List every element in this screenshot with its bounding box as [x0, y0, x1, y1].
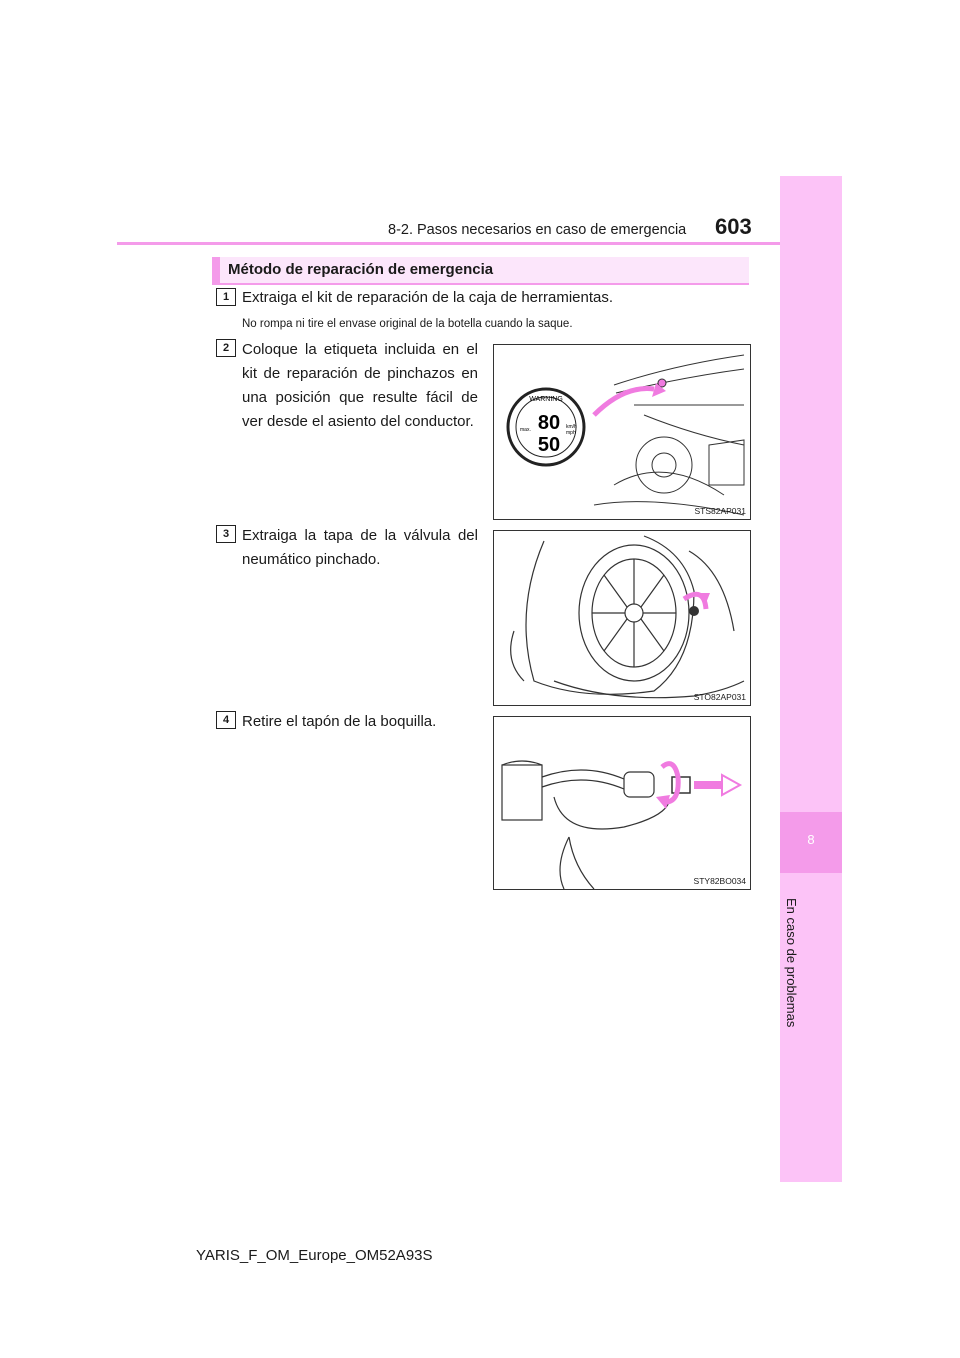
- nozzle-cap-icon: [656, 764, 740, 809]
- valve-cap-icon: [684, 593, 710, 616]
- chapter-sidebar: [780, 176, 842, 1182]
- step-2-number: 2: [216, 339, 236, 357]
- banner-accent-bar: [212, 257, 220, 285]
- dashboard-illustration: [494, 345, 750, 519]
- figure-code-4: STY82BO034: [693, 876, 746, 886]
- nozzle-illustration: [494, 717, 750, 889]
- banner-title: Método de reparación de emergencia: [228, 261, 494, 278]
- label-unit-bottom: mph: [566, 430, 576, 436]
- step-1-text: Extraiga el kit de reparación de la caja de herramientas.: [242, 289, 614, 306]
- label-speed-top: 80: [537, 412, 561, 434]
- label-max: max.: [520, 427, 531, 433]
- figure-code-3: STO82AP031: [693, 692, 746, 702]
- section-title: 8-2. Pasos necesarios en caso de emergencia: [388, 222, 687, 238]
- chapter-title: En caso de problemas: [784, 898, 799, 1028]
- figure-label-placement: [493, 344, 751, 520]
- step-4-text: Retire el tapón de la boquilla.: [242, 713, 437, 730]
- label-warning-word: WARNING: [529, 396, 563, 403]
- figure-valve-cap: [493, 530, 751, 706]
- figure-code-2: STS82AP031: [694, 506, 746, 516]
- step-1-note: No rompa ni tire el envase original de la botella cuando la saque.: [242, 318, 573, 330]
- tire-illustration: [494, 531, 750, 705]
- step-3-number: 3: [216, 525, 236, 543]
- document-code: YARIS_F_OM_Europe_OM52A93S: [196, 1247, 433, 1264]
- step-3-text: Extraiga la tapa de la válvula del neumático pinchado.: [242, 527, 478, 568]
- step-2-text: Coloque la etiqueta incluida en el kit de reparación de pinchazos en una posición que resulte fácil de ver desde el asiento del conductor.: [242, 341, 478, 430]
- step-4-number: 4: [216, 711, 236, 729]
- label-speed-bottom: 50: [537, 434, 561, 456]
- header-rule: [117, 242, 780, 245]
- warning-label-icon: [508, 389, 584, 465]
- step-1-number: 1: [216, 288, 236, 306]
- figure-nozzle-cap: [493, 716, 751, 890]
- label-unit-top: km/h: [566, 424, 577, 430]
- page-number: 603: [715, 214, 752, 239]
- chapter-number: 8: [807, 832, 815, 847]
